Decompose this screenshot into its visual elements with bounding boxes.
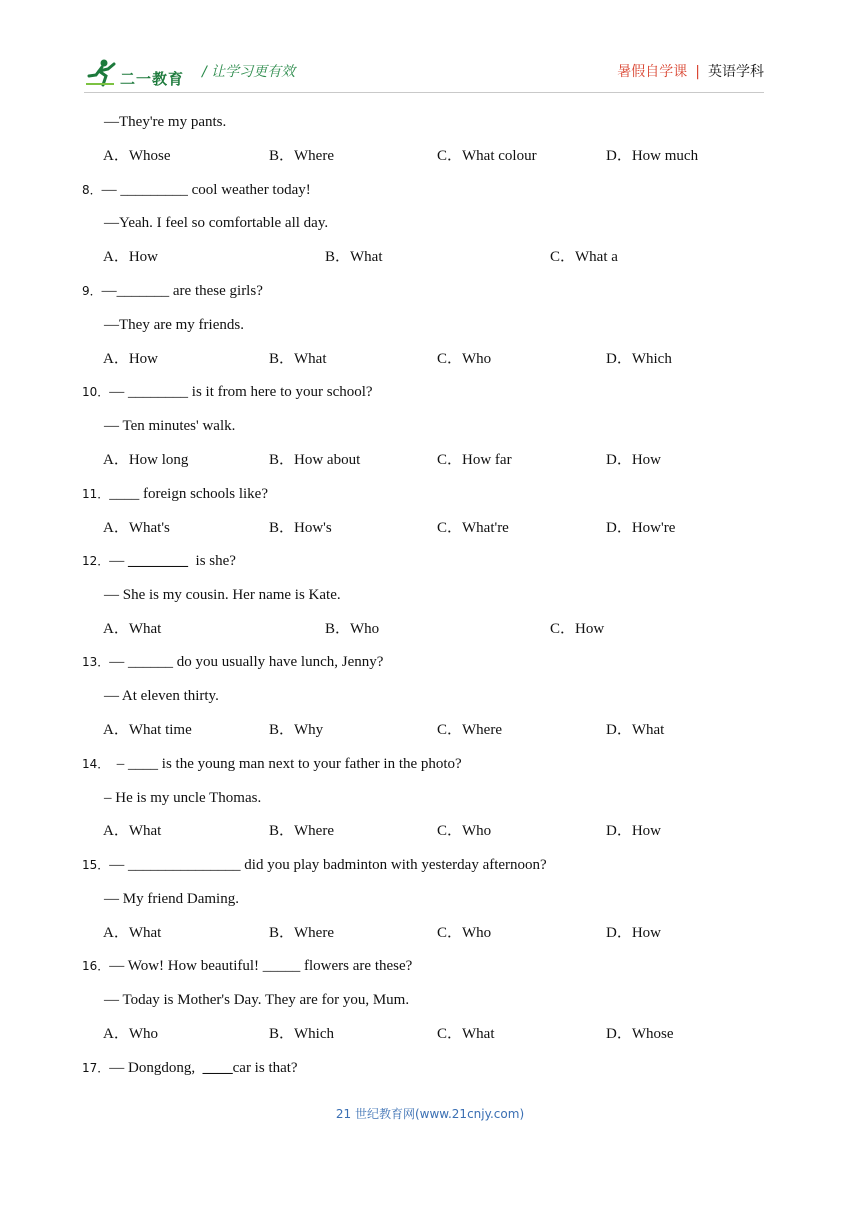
option-b[interactable]: B．Where — [269, 925, 334, 941]
option-c[interactable]: C．What a — [550, 249, 618, 265]
option-a[interactable]: A．What — [103, 823, 162, 839]
q12-question — [82, 551, 236, 571]
option-d[interactable]: D．What — [606, 722, 665, 738]
q14-number: 14． — [82, 757, 110, 771]
option-a[interactable]: A．How — [103, 249, 158, 265]
q14-answer: – He is my uncle Thomas. — [104, 790, 262, 806]
q16-answer: — Today is Mother's Day. They are for you, Mum. — [104, 992, 410, 1008]
option-b[interactable]: B．Why — [269, 722, 324, 738]
option-c[interactable]: C．Who — [437, 925, 492, 941]
q13-question — [82, 652, 383, 672]
option-c[interactable]: C．What — [437, 1026, 495, 1042]
option-a[interactable]: A．How — [103, 351, 158, 367]
option-a[interactable]: A．How long — [103, 452, 189, 468]
q17-text-post: car is that? — [232, 1060, 298, 1076]
q15-text: — _______________ did you play badminton with yesterday afternoon? — [109, 857, 547, 873]
option-b[interactable]: B．How's — [269, 520, 332, 536]
q11-text: ____ foreign schools like? — [109, 486, 268, 502]
option-c[interactable]: C．How — [550, 621, 605, 637]
q11-number: 11． — [82, 487, 110, 501]
q12-answer: — She is my cousin. Her name is Kate. — [104, 587, 341, 603]
option-d[interactable]: D．Which — [606, 351, 672, 367]
q13-answer: — At eleven thirty. — [104, 688, 219, 704]
header-separator: | — [695, 64, 700, 80]
q12-text-pre: — — [109, 553, 129, 569]
option-b[interactable]: B．Where — [269, 823, 334, 839]
q13-text: — ______ do you usually have lunch, Jenny? — [109, 654, 384, 670]
option-b[interactable]: B．What — [325, 249, 383, 265]
q17-question — [82, 1058, 298, 1078]
option-d[interactable]: D．How — [606, 452, 661, 468]
q12-blank: ________ — [128, 553, 189, 569]
option-c[interactable]: C．Who — [437, 823, 492, 839]
option-c[interactable]: C．How far — [437, 452, 512, 468]
option-d[interactable]: D．How much — [606, 148, 699, 164]
q12-text-post: is she? — [188, 553, 236, 569]
q10-number: 10． — [82, 385, 110, 399]
option-a[interactable]: A．What — [103, 621, 162, 637]
q7-answer: —They're my pants. — [104, 114, 227, 130]
option-a[interactable]: A．What time — [103, 722, 192, 738]
option-a[interactable]: A．Who — [103, 1026, 158, 1042]
q10-question — [82, 382, 373, 402]
option-d[interactable]: D．How're — [606, 520, 676, 536]
option-c[interactable]: C．Who — [437, 351, 492, 367]
footer-source-link[interactable]: 21 世纪教育网(www.21cnjy.com) — [335, 1107, 525, 1121]
option-a[interactable]: A．Whose — [103, 148, 171, 164]
course-label: 暑假自学课 — [617, 64, 688, 80]
option-d[interactable]: D．How — [606, 925, 661, 941]
logo-text: 二一教育 — [120, 70, 185, 88]
q15-number: 15． — [82, 858, 110, 872]
q15-question — [82, 855, 547, 875]
option-b[interactable]: B．Who — [325, 621, 380, 637]
option-d[interactable]: D．Whose — [606, 1026, 674, 1042]
q17-blank: ____ — [202, 1060, 233, 1076]
q8-question — [82, 180, 311, 200]
option-c[interactable]: C．Where — [437, 722, 502, 738]
q13-number: 13． — [82, 655, 110, 669]
q8-number: 8． — [82, 183, 102, 197]
option-c[interactable]: C．What're — [437, 520, 509, 536]
q10-answer: — Ten minutes' walk. — [104, 418, 236, 434]
q11-question — [82, 484, 268, 504]
q8-answer: —Yeah. I feel so comfortable all day. — [104, 215, 329, 231]
q12-number: 12． — [82, 554, 110, 568]
q16-question — [82, 956, 412, 976]
q9-text: —_______ are these girls? — [101, 283, 263, 299]
option-d[interactable]: D．How — [606, 823, 661, 839]
q9-question — [82, 281, 263, 301]
q15-answer: — My friend Daming. — [104, 891, 239, 907]
option-a[interactable]: A．What — [103, 925, 162, 941]
subject-label: 英语学科 — [708, 64, 764, 80]
q9-number: 9． — [82, 284, 102, 298]
q14-question — [82, 754, 462, 774]
option-b[interactable]: B．Where — [269, 148, 334, 164]
option-b[interactable]: B．Which — [269, 1026, 334, 1042]
option-a[interactable]: A．What's — [103, 520, 170, 536]
option-b[interactable]: B．How about — [269, 452, 361, 468]
q17-number: 17． — [82, 1061, 110, 1075]
slogan: / 让学习更有效 — [202, 64, 296, 80]
option-c[interactable]: C．What colour — [437, 148, 537, 164]
q10-text: — ________ is it from here to your school? — [109, 384, 373, 400]
q17-text-pre: — Dongdong, — [109, 1060, 203, 1076]
q16-text: — Wow! How beautiful! _____ flowers are these? — [109, 958, 413, 974]
option-b[interactable]: B．What — [269, 351, 327, 367]
q9-answer: —They are my friends. — [104, 317, 244, 333]
q14-text: – ____ is the young man next to your father in the photo? — [109, 756, 462, 772]
q16-number: 16． — [82, 959, 110, 973]
q8-text: — _________ cool weather today! — [101, 182, 311, 198]
